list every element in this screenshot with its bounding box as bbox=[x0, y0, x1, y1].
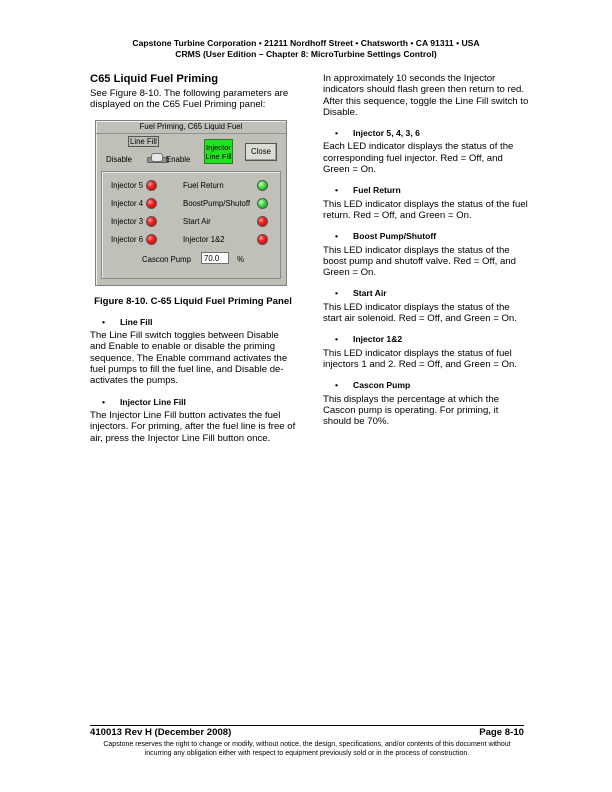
bullet-dot: • bbox=[335, 334, 339, 345]
bullet-label: Boost Pump/Shutoff bbox=[353, 231, 437, 242]
bullet-text: This LED indicator displays the status of the fuel return. Red = Off, and Green = On. bbox=[323, 198, 528, 221]
footer-doc-line bbox=[90, 727, 524, 739]
bullet-injector-line-fill bbox=[90, 397, 296, 408]
bullet-injector-1-2 bbox=[323, 334, 529, 345]
led-injector-3 bbox=[146, 216, 157, 227]
bullet-text: The Injector Line Fill button activates the fuel injectors. For priming, after the fuel line is free of air, press the Injector Line Fill button once. bbox=[90, 409, 296, 444]
toggle-knob[interactable] bbox=[151, 153, 163, 162]
header-chapter-line: CRMS (User Edition – Chapter 8: MicroTurbine Settings Control) bbox=[175, 49, 437, 59]
fuel-priming-panel bbox=[95, 120, 287, 286]
label-fuel-return: Fuel Return bbox=[183, 180, 224, 190]
line-fill-label: Line Fill bbox=[130, 136, 157, 146]
injector-line-fill-button[interactable] bbox=[204, 139, 233, 164]
bullet-text: This LED indicator displays the status of the boost pump and shutoff valve. Red = Off, and Green = On. bbox=[323, 244, 516, 279]
led-start-air bbox=[257, 216, 268, 227]
bullet-dot: • bbox=[335, 128, 339, 139]
cascon-pump-label: Cascon Pump bbox=[142, 254, 191, 264]
label-injector-3: Injector 3 bbox=[111, 216, 144, 226]
bullet-dot: • bbox=[335, 288, 339, 299]
bullet-dot: • bbox=[335, 231, 339, 242]
bullet-dot: • bbox=[335, 185, 339, 196]
bullet-label: Start Air bbox=[353, 288, 387, 299]
bullet-text: This displays the percentage at which the Cascon pump is operating. For priming, it should be 70%. bbox=[323, 393, 499, 428]
right-intro-paragraph: In approximately 10 seconds the Injector indicators should flash green then return to red. After this sequence, toggle the Line Fill switch to Disable. bbox=[323, 73, 529, 118]
injector-button-line2: Line Fill bbox=[205, 151, 232, 161]
led-injector-5 bbox=[146, 180, 157, 191]
led-injector-1-2 bbox=[257, 234, 268, 245]
bullet-text: Each LED indicator displays the status of the corresponding fuel injector. Red = Off, and Green = On. bbox=[323, 141, 514, 176]
footer-rule bbox=[90, 725, 524, 726]
bullet-label: Cascon Pump bbox=[353, 380, 411, 391]
left-column bbox=[90, 73, 296, 444]
label-boost-pump: BoostPump/Shutoff bbox=[183, 198, 251, 208]
label-injector-1-2: Injector 1&2 bbox=[183, 234, 225, 244]
led-injector-4 bbox=[146, 198, 157, 209]
led-boost-pump bbox=[257, 198, 268, 209]
enable-label: Enable bbox=[166, 154, 191, 164]
bullet-start-air bbox=[323, 288, 529, 299]
label-start-air: Start Air bbox=[183, 216, 211, 226]
figure-caption: Figure 8-10. C-65 Liquid Fuel Priming Panel bbox=[94, 295, 292, 307]
bullet-line-fill bbox=[90, 317, 296, 328]
bullet-dot: • bbox=[102, 396, 106, 407]
header-company-line: Capstone Turbine Corporation • 21211 Nordhoff Street • Chatsworth • CA 91311 • USA bbox=[132, 38, 480, 48]
indicator-group bbox=[101, 171, 281, 279]
label-injector-6: Injector 6 bbox=[111, 234, 144, 244]
bullet-text: This LED indicator displays the status of fuel injectors 1 and 2. Red = Off, and Green = On. bbox=[323, 347, 517, 370]
bullet-injectors bbox=[323, 128, 529, 139]
bullet-boost-pump bbox=[323, 231, 529, 242]
intro-paragraph: See Figure 8-10. The following parameters are displayed on the C65 Fuel Priming panel: bbox=[90, 88, 289, 111]
footer-page-number: Page 8-10 bbox=[479, 727, 524, 738]
footer-disclaimer: Capstone reserves the right to change or modify, without notice, the design, specifications, and/or contents of this document without incurring any obligation either with respect to equipment previously sold or in the process of construction. bbox=[103, 741, 511, 758]
bullet-label: Injector 5, 4, 3, 6 bbox=[353, 128, 420, 139]
bullet-label: Injector 1&2 bbox=[353, 334, 403, 345]
bullet-label: Fuel Return bbox=[353, 185, 401, 196]
injector-button-line1: Injector bbox=[206, 142, 231, 152]
led-injector-6 bbox=[146, 234, 157, 245]
cascon-pump-unit: % bbox=[237, 254, 244, 264]
led-fuel-return bbox=[257, 180, 268, 191]
panel-title: Fuel Priming, C65 Liquid Fuel bbox=[96, 121, 286, 134]
bullet-dot: • bbox=[102, 316, 106, 327]
label-injector-4: Injector 4 bbox=[111, 198, 144, 208]
bullet-label: Injector Line Fill bbox=[120, 396, 186, 407]
bullet-text: The Line Fill switch toggles between Disable and Enable to enable or disable the priming sequence. The Enable command activates the fuel pumps to fill the fuel line, and Disable de-activates the pumps. bbox=[90, 330, 288, 387]
disable-label: Disable bbox=[106, 154, 133, 164]
section-title: C65 Liquid Fuel Priming bbox=[90, 73, 219, 85]
label-injector-5: Injector 5 bbox=[111, 180, 144, 190]
bullet-dot: • bbox=[335, 380, 339, 391]
bullet-label: Line Fill bbox=[120, 316, 153, 327]
bullet-fuel-return bbox=[323, 185, 529, 196]
bullet-cascon-pump bbox=[323, 380, 529, 391]
close-button[interactable]: Close bbox=[245, 143, 277, 161]
bullet-text: This LED indicator displays the status of the start air solenoid. Red = Off, and Green = On. bbox=[323, 301, 517, 325]
right-column bbox=[323, 73, 529, 427]
footer-doc-id: 410013 Rev H (December 2008) bbox=[90, 727, 232, 738]
cascon-pump-field[interactable]: 70.0 bbox=[201, 252, 229, 264]
